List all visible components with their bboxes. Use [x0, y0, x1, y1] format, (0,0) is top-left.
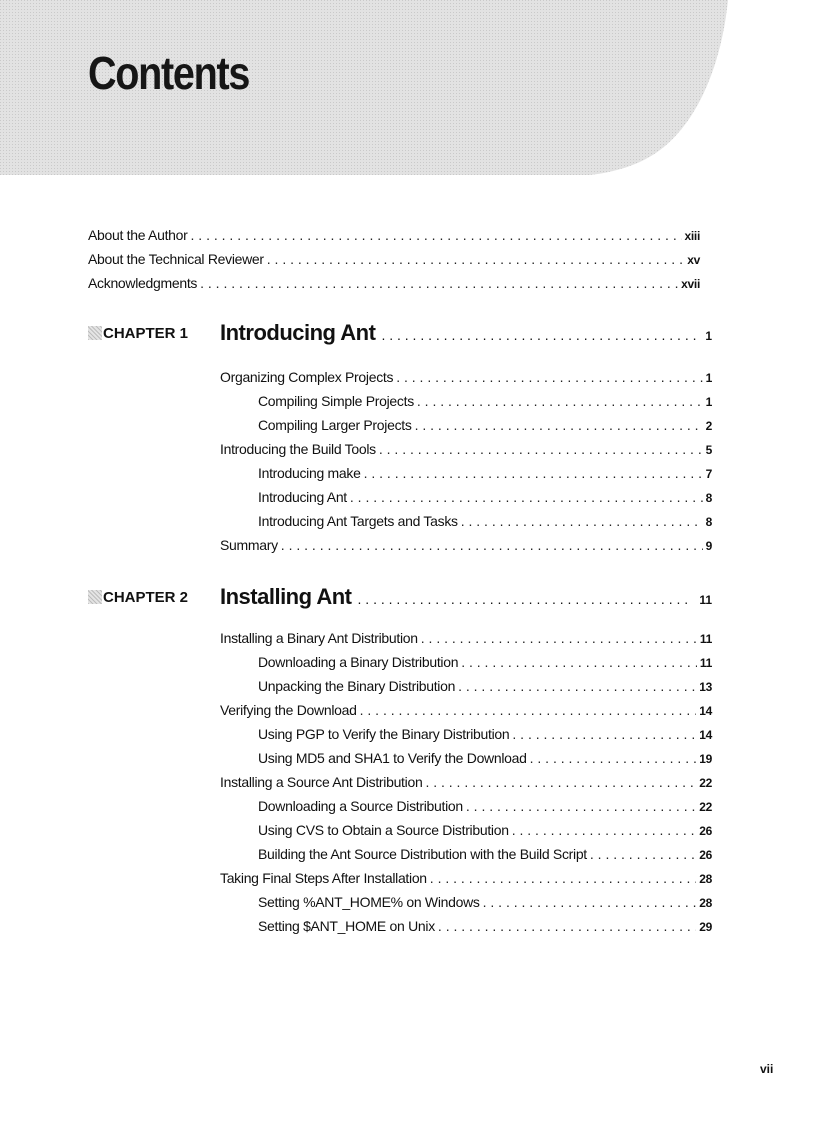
toc-entry-page: 28: [699, 872, 712, 886]
toc-entry-page: 26: [699, 824, 712, 838]
toc-entry[interactable]: [258, 843, 712, 865]
toc-entry-page: 9: [705, 539, 712, 553]
leader-dots: [430, 867, 696, 889]
toc-entry-label: Using CVS to Obtain a Source Distribution: [258, 822, 509, 838]
toc-entry-page: xiii: [684, 229, 700, 243]
toc-entry-label: Installing a Binary Ant Distribution: [220, 630, 418, 646]
leader-dots: [281, 534, 703, 556]
toc-entry[interactable]: [258, 723, 712, 745]
toc-entry-label: Introducing make: [258, 465, 361, 481]
toc-entry[interactable]: [258, 675, 712, 697]
toc-entry-label: Compiling Larger Projects: [258, 417, 412, 433]
toc-entry[interactable]: [220, 699, 712, 721]
toc-entry-page: 14: [699, 728, 712, 742]
toc-entry[interactable]: [258, 819, 712, 841]
leader-dots: [512, 723, 696, 745]
toc-entry-label: About the Author: [88, 227, 188, 243]
toc-entry[interactable]: [220, 627, 712, 649]
toc-entry-label: Acknowledgments: [88, 275, 198, 291]
toc-entry-page: 14: [699, 704, 712, 718]
page-title: Contents: [88, 47, 250, 99]
toc-entry-label: Unpacking the Binary Distribution: [258, 678, 456, 694]
toc-entry-label: Introducing the Build Tools: [220, 441, 376, 457]
toc-entry-label: Summary: [220, 537, 278, 553]
toc-entry-label: Building the Ant Source Distribution with the Build Script: [258, 846, 587, 862]
leader-dots: [200, 272, 678, 294]
chapter-page: 11: [699, 593, 712, 607]
page-number: vii: [760, 1062, 774, 1076]
leader-dots: [417, 390, 703, 412]
toc-entry-page: 29: [699, 920, 712, 934]
toc-entry-label: Downloading a Binary Distribution: [258, 654, 459, 670]
toc-entry-label: Using PGP to Verify the Binary Distribution: [258, 726, 510, 742]
toc-entry[interactable]: [258, 462, 712, 484]
chapter-title: Installing Ant: [220, 584, 352, 609]
toc-entry-page: 7: [705, 467, 712, 481]
toc-entry-label: About the Technical Reviewer: [88, 251, 264, 267]
toc-entry-label: Installing a Source Ant Distribution: [220, 774, 423, 790]
header-banner: [0, 0, 816, 175]
leader-dots: [438, 915, 696, 937]
toc-entry[interactable]: [258, 795, 712, 817]
toc-entry-page: 1: [705, 371, 712, 385]
chapter-title: Introducing Ant: [220, 320, 376, 345]
toc-entry[interactable]: [220, 366, 712, 388]
toc-entry-label: Using MD5 and SHA1 to Verify the Download: [258, 750, 527, 766]
toc-entry-page: 8: [705, 515, 712, 529]
toc-entry-page: 13: [699, 680, 712, 694]
leader-dots: [425, 771, 696, 793]
toc-entry-page: xv: [687, 253, 700, 267]
toc-entry-page: 1: [705, 395, 712, 409]
toc-entry-label: Verifying the Download: [220, 702, 357, 718]
toc-entry[interactable]: [258, 891, 712, 913]
leader-dots: [360, 699, 697, 721]
leader-dots: [381, 327, 699, 343]
leader-dots: [530, 747, 697, 769]
leader-dots: [350, 486, 703, 508]
leader-dots: [466, 795, 696, 817]
toc-entry-acknowledgments[interactable]: [88, 272, 700, 294]
leader-dots: [458, 675, 696, 697]
chapter-page: 1: [705, 329, 712, 343]
leader-dots: [421, 627, 697, 649]
toc-entry-label: Setting $ANT_HOME on Unix: [258, 918, 435, 934]
toc-entry-page: 11: [699, 632, 712, 646]
toc-entry-label: Introducing Ant Targets and Tasks: [258, 513, 458, 529]
toc-entry[interactable]: [258, 651, 712, 673]
leader-dots: [512, 819, 697, 841]
toc-entry-page: 22: [699, 800, 712, 814]
toc-entry-page: 26: [699, 848, 712, 862]
toc-entry-page: 11: [699, 656, 712, 670]
leader-dots: [461, 651, 697, 673]
toc-entry[interactable]: [258, 414, 712, 436]
leader-dots: [415, 414, 703, 436]
chapter-1-heading[interactable]: [88, 320, 712, 350]
toc-entry[interactable]: [220, 534, 712, 556]
toc-entry[interactable]: [220, 438, 712, 460]
toc-entry-about-author[interactable]: [88, 224, 700, 246]
toc-entry-label: Compiling Simple Projects: [258, 393, 414, 409]
toc-entry[interactable]: [220, 867, 712, 889]
toc-entry-label: Organizing Complex Projects: [220, 369, 394, 385]
toc-entry-label: Setting %ANT_HOME% on Windows: [258, 894, 480, 910]
chapter-label: [88, 589, 220, 606]
chapter-label-text: CHAPTER 1: [103, 324, 189, 342]
toc-entry-about-reviewer[interactable]: [88, 248, 700, 270]
leader-dots: [191, 224, 682, 246]
toc-entry-page: 8: [705, 491, 712, 505]
leader-dots: [358, 591, 694, 607]
leader-dots: [461, 510, 703, 532]
toc-entry-label: Downloading a Source Distribution: [258, 798, 463, 814]
toc-entry[interactable]: [258, 747, 712, 769]
toc-entry[interactable]: [258, 510, 712, 532]
chapter-marker-icon: [88, 590, 102, 604]
toc-entry[interactable]: [258, 486, 712, 508]
leader-dots: [379, 438, 703, 460]
leader-dots: [483, 891, 697, 913]
toc-entry-label: Taking Final Steps After Installation: [220, 870, 427, 886]
toc-entry-page: 5: [705, 443, 712, 457]
leader-dots: [364, 462, 703, 484]
toc-entry-page: 19: [699, 752, 712, 766]
toc-entry-page: 2: [705, 419, 712, 433]
chapter-2-heading[interactable]: [88, 584, 712, 614]
toc-entry[interactable]: [258, 390, 712, 412]
leader-dots: [396, 366, 702, 388]
leader-dots: [590, 843, 696, 865]
chapter-label: [88, 325, 220, 342]
toc-entry[interactable]: [258, 915, 712, 937]
toc-entry-page: 28: [699, 896, 712, 910]
chapter-marker-icon: [88, 326, 102, 340]
chapter-label-text: CHAPTER 2: [103, 588, 189, 606]
leader-dots: [267, 248, 684, 270]
toc-entry-label: Introducing Ant: [258, 489, 347, 505]
toc-entry[interactable]: [220, 771, 712, 793]
toc-entry-page: 22: [699, 776, 712, 790]
toc-entry-page: xvii: [681, 277, 700, 291]
